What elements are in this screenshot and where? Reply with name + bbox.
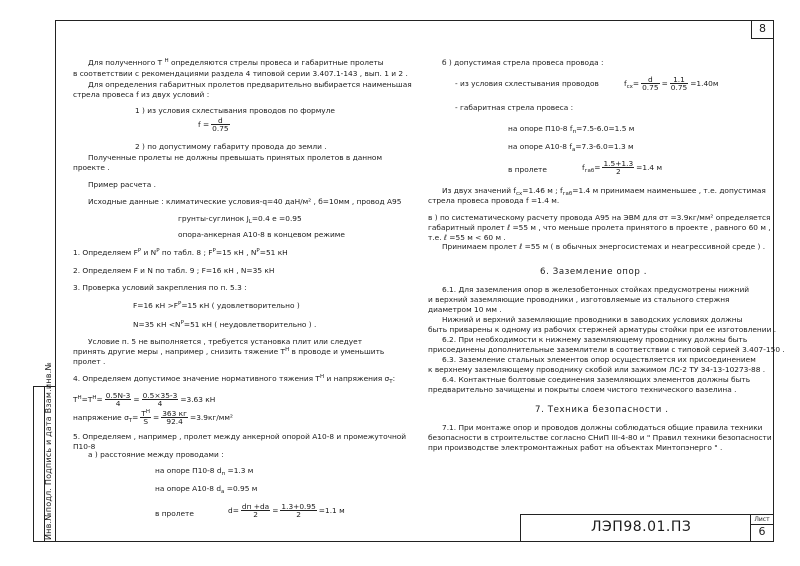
formula-sag: f = $\frac{d}{0.75}$ [198,116,229,134]
right-paragraph-line: Нижний и верхний заземляющие проводники в заводских условиях должны [442,315,743,324]
right-paragraph-line: безопасности в строительстве согласно СНиП III-4-80 и " Правил техники безопасности [428,433,772,442]
step-5: П10-8 [73,442,96,451]
right-paragraph-line: при производстве электромонтажных работ на объектах Минтопэнерго " . [428,443,723,452]
condition-1: 1 ) из условия схлестывания проводов по формуле [135,106,335,115]
document-code: ЛЭП98.01.ПЗ [591,519,692,535]
right-line: - габаритная стрела провеса : [455,103,574,112]
step-1: 1. Определяем $F^Р$ и $N^Р$ по табл. 8 ; $F^Р=15$ кН , $N^Р=51$ кН [73,248,288,257]
right-paragraph-line: и верхний заземляющие проводники , изготовляемые из стального стержня [428,295,730,304]
left-paragraph-line: принять другие меры , например , снизить тяжение $Т^Н$ в проводе и уменьшить [73,347,385,356]
step-5: 5. Определяем , например , пролет между анкерной опорой А10-8 и промежуточной [73,432,407,441]
sheet-cell [750,515,773,541]
right-paragraph-line: предварительно зачищены и покрыты слоем чистого технического вазелина . [428,385,737,394]
right-heading-b: б ) допустимая стрела провеса провода : [442,58,604,67]
distance-line: в пролете [155,509,194,518]
right-paragraph-line: 7.1. При монтаже опор и проводов должны соблюдаться общие правила техники [442,423,763,432]
right-paragraph-line: к верхнему заземляющему проводнику скобой или зажимом ЛС-2 ТУ 34-13-10273-88 . [428,365,766,374]
input-data-line: опора-анкерная А10-8 в концевом режиме [178,230,345,239]
left-paragraph-line: Для полученного Т $^Н$ определяются стрелы провеса и габаритные пролеты [88,58,384,67]
step-5a: а ) расстояние между проводами : [88,450,224,459]
formula-stress: напряжение $\sigma_Т=$ $\frac{Т^Н}{S}$ = $\frac{363 кг}{92.4}$ =3.9кг/мм² [73,409,233,427]
left-paragraph-line: в соответствии с рекомендациями раздела 4 типовой серии 3.407.1-143 , вып. 1 и 2 . [73,69,408,78]
left-paragraph-line: Условие п. 5 не выполняется , требуется установка плит или следует [88,337,363,346]
step-2: 2. Определяем F и N по табл. 9 ; F=16 кН , N=35 кН [73,266,275,275]
step-4: 4. Определяем допустимое значение нормативного тяжения $Т^Н$ и напряжения $\sigma_Т$: [73,374,396,385]
right-paragraph-line: Принимаем пролет ℓ =55 м ( в обычных энергосистемах и неагрессивной среде ) . [442,242,766,251]
clearance-line: на опоре П10-8 $f_п=7.5-6.0=1.5$ м [508,124,635,135]
right-paragraph-line: 6.2. При необходимости к нижнему заземляющему проводнику должны быть [442,335,748,344]
title-block [520,514,773,541]
input-data-line: грунты-суглинок $J_L=0.4$ е =0.95 [178,214,302,225]
left-paragraph-line: проекте . [73,163,110,172]
right-paragraph-line: Из двух значений $f_{сх}=1.46$ м ; $f_{габ}=1.4$ м принимаем наименьшее , т.е. допустимая [442,186,766,197]
right-paragraph-line: 6.4. Контактные болтовые соединения заземляющих элементов должны быть [442,375,751,384]
right-paragraph-line: 6.1. Для заземления опор в железобетонных стойках предусмотрены нижний [442,285,750,294]
check-2: N=35 кН $<N^Р=51$ кН ( неудовлетворительно ) . [133,320,317,329]
left-paragraph-line: стрела провеса f из двух условий : [73,90,210,99]
step-3: 3. Проверка условий закрепления по п. 5.3 : [73,283,247,292]
left-paragraph-line: пролет . [73,357,106,366]
example-heading: Пример расчета . [88,180,156,189]
page-number: 8 [751,20,773,39]
right-paragraph-line: т.е. ℓ =55 м < 60 м . [428,233,506,242]
distance-line: на опоре А10-8 $d_а =0.95$ м [155,484,258,495]
formula-distance: d= $\frac{dп +dа}{2}$ = $\frac{1.3+0.95}{2}$ =1.1 м [228,502,345,520]
right-paragraph-line: в ) по систематическому расчету провода А95 на ЭВМ для σт =3.9кг/мм² определяется [428,213,771,222]
right-paragraph-line: стрела провеса провода f =1.4 м. [428,196,560,205]
right-line: - из условия схлестывания проводов [455,79,599,88]
right-paragraph-line: габаритный пролет ℓ =55 м , что меньше пролета принятого в проекте , равного 60 м , [428,223,771,232]
left-paragraph-line: Для определения габаритных пролетов предварительно выбирается наименьшая [88,80,412,89]
formula-tension: $Т^Н=Т^Н=$ $\frac{0.5N-3}{4}$ = $\frac{0.5\times 35-3}{4}$ =3.63 кН [73,391,216,409]
side-stamp-labels: Инв.№подл. Подпись и дата Взам.инв.№ [44,362,53,540]
formula-clearance: $f_{габ}=$ $\frac{1.5+1.3}{2}$ =1.4 м [582,159,663,177]
section-6-heading: 6. Заземление опор . [540,267,648,277]
right-paragraph-line: присоединены дополнительные заземлители в соответствии с типовой серией 3.407-150 . [428,345,785,354]
check-1: F=16 кН $>F^Р=15$ кН ( удовлетворительно ) [133,301,300,310]
condition-2: 2 ) по допустимому габариту провода до земли . [135,142,327,151]
section-7-heading: 7. Техника безопасности . [535,405,669,415]
distance-line: на опоре П10-8 $d_п =1.3$ м [155,466,254,477]
sheet-number: 6 [758,525,766,538]
clearance-line: на опоре А10-8 $f_а=7.3-6.0=1.3$ м [508,142,634,153]
sheet-label: Лист [751,515,773,525]
input-data-line: Исходные данные : климатические условия-q=40 даН/м² , б=10мм , провод А95 [88,197,402,206]
right-paragraph-line: 6.3. Заземление стальных элементов опор осуществляется их присоединением [442,355,756,364]
clearance-line: в пролете [508,165,547,174]
formula-crossing: $f_{сх}=$ $\frac{d}{0.75}$ = $\frac{1.1}{0.75}$ =1.40м [624,75,719,93]
right-paragraph-line: диаметром 10 мм . [428,305,502,314]
left-paragraph-line: Полученные пролеты не должны превышать принятых пролетов в данном [88,153,383,162]
right-paragraph-line: быть приварены к одному из рабочих стержней арматуры стойки при ее изготовлении . [428,325,777,334]
